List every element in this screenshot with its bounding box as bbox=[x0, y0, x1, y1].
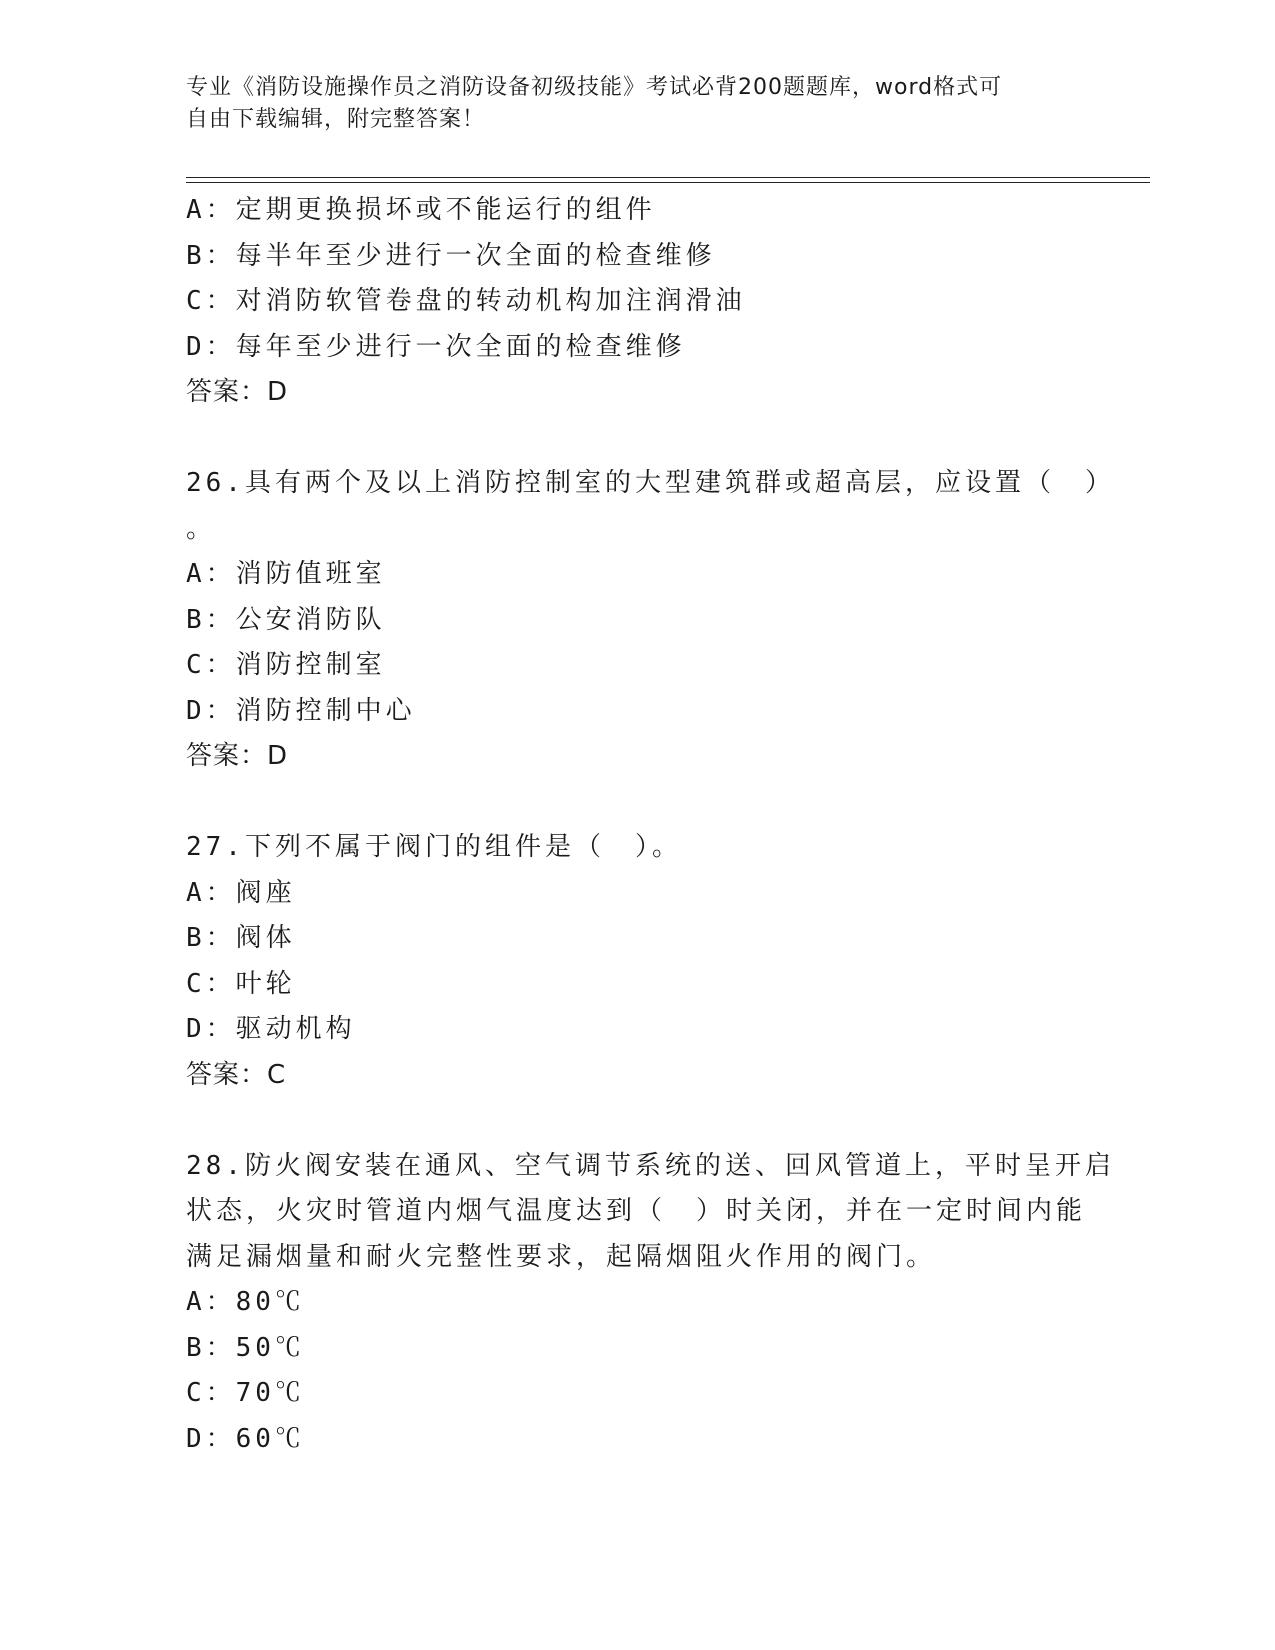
option-c: C：叶轮 bbox=[186, 968, 296, 999]
option-a: A：消防值班室 bbox=[186, 559, 386, 589]
option-a: A：阀座 bbox=[186, 877, 296, 908]
document-header bbox=[186, 72, 1086, 136]
answer: 答案：D bbox=[186, 377, 289, 407]
question-25 bbox=[186, 188, 1086, 416]
option-b: B：50℃ bbox=[186, 1332, 305, 1363]
header-line-1: 专业《消防设施操作员之消防设备初级技能》考试必背200题题库，word格式可 bbox=[186, 75, 1003, 100]
option-c: C：消防控制室 bbox=[186, 650, 386, 680]
question-stem-line-2: 状态，火灾时管道内烟气温度达到（ ）时关闭，并在一定时间内能 bbox=[186, 1196, 1087, 1226]
question-content bbox=[186, 188, 1115, 1462]
option-a: A：80℃ bbox=[186, 1287, 305, 1317]
option-b: B：公安消防队 bbox=[186, 604, 386, 635]
header-divider-top bbox=[186, 177, 1150, 178]
option-b: B：阀体 bbox=[186, 923, 296, 953]
question-stem-line-3: 满足漏烟量和耐火完整性要求，起隔烟阻火作用的阀门。 bbox=[186, 1241, 937, 1272]
option-d: D：60℃ bbox=[186, 1423, 305, 1454]
option-b: B：每半年至少进行一次全面的检查维修 bbox=[186, 240, 716, 271]
option-a: A：定期更换损坏或不能运行的组件 bbox=[186, 195, 656, 225]
question-26 bbox=[186, 461, 1115, 780]
option-d: D：驱动机构 bbox=[186, 1014, 356, 1044]
option-d: D：消防控制中心 bbox=[186, 695, 416, 726]
option-c: C：70℃ bbox=[186, 1378, 305, 1408]
answer: 答案：C bbox=[186, 1059, 287, 1090]
question-28 bbox=[186, 1144, 1115, 1463]
header-line-2: 自由下载编辑，附完整答案！ bbox=[186, 107, 486, 132]
answer: 答案：D bbox=[186, 741, 289, 771]
question-stem: 26.具有两个及以上消防控制室的大型建筑群或超高层，应设置（ ） bbox=[186, 468, 1115, 498]
spacer bbox=[186, 780, 1086, 826]
question-stem: 27.下列不属于阀门的组件是（ ）。 bbox=[186, 832, 682, 862]
spacer bbox=[186, 1098, 1086, 1144]
question-27 bbox=[186, 825, 1086, 1098]
header-divider-bottom bbox=[186, 182, 1150, 183]
option-d: D：每年至少进行一次全面的检查维修 bbox=[186, 331, 686, 362]
option-c: C：对消防软管卷盘的转动机构加注润滑油 bbox=[186, 286, 746, 316]
question-stem-continued: 。 bbox=[186, 513, 213, 544]
question-stem: 28.防火阀安装在通风、空气调节系统的送、回风管道上，平时呈开启 bbox=[186, 1150, 1115, 1181]
spacer bbox=[186, 416, 1086, 462]
